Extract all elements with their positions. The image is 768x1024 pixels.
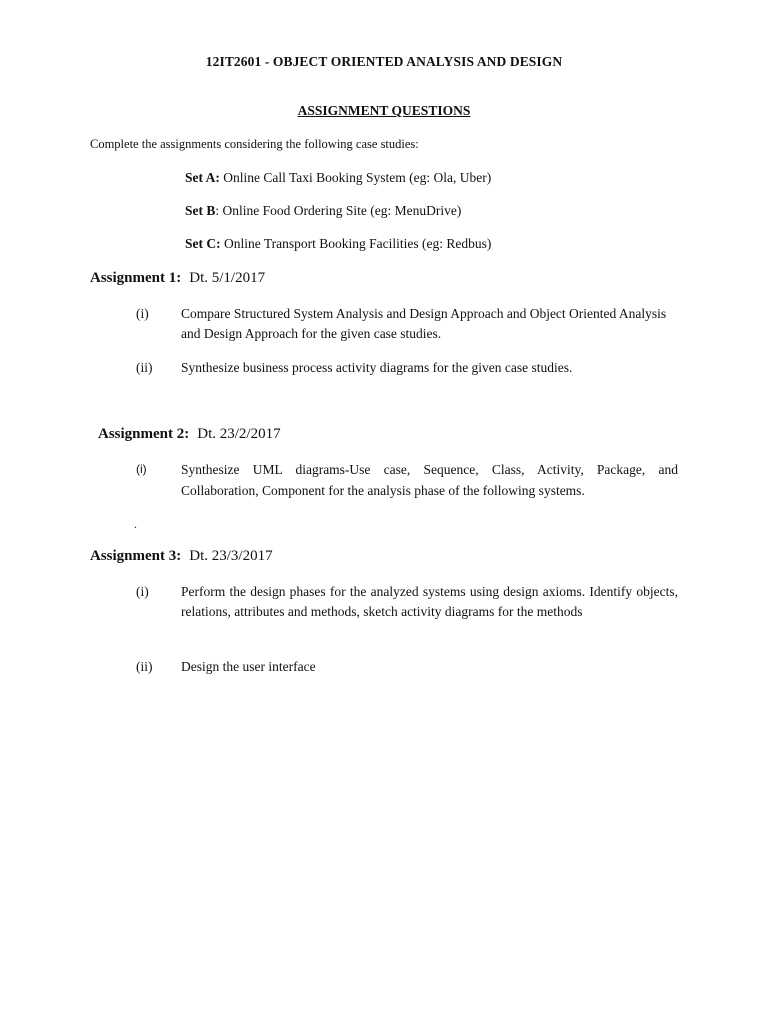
set-b-key: Set B (185, 203, 216, 218)
assignment-3-date: Dt. 23/3/2017 (189, 548, 273, 564)
set-a-key: Set A: (185, 170, 220, 185)
assignment-3-item-1 (136, 582, 678, 642)
assignment-3-item-2 (136, 657, 678, 677)
item-number: (i) (136, 306, 149, 321)
item-text: Compare Structured System Analysis and Design Approach and Object Oriented Analysis and Design Approach for the given case studies. (181, 306, 667, 341)
stray-mark: . (134, 517, 137, 531)
set-c-key: Set C: (185, 236, 221, 251)
intro-text: Complete the assignments considering the following case studies: (90, 137, 419, 151)
item-number: (i) (136, 584, 149, 599)
assignment-1-label: Assignment 1: (90, 270, 182, 286)
item-text: Design the user interface (181, 659, 316, 674)
assignment-2-heading (98, 426, 281, 443)
assignment-3-heading (90, 548, 273, 565)
document-subtitle: ASSIGNMENT QUESTIONS (297, 103, 471, 118)
item-text: Perform the design phases for the analyzed systems using design axioms. Identify objects, relations, attributes and methods, sketch activity diagrams for the methods (181, 584, 678, 619)
item-number: (ii) (136, 659, 153, 674)
item-number: (ii) (136, 360, 153, 375)
assignment-1-heading (90, 270, 265, 287)
assignment-2-label: Assignment 2: (98, 426, 190, 442)
item-text: Synthesize business process activity diagrams for the given case studies. (181, 360, 573, 375)
set-b-line (185, 203, 461, 219)
assignment-3-label: Assignment 3: (90, 548, 182, 564)
set-b-text: : Online Food Ordering Site (eg: MenuDrive) (215, 203, 462, 218)
item-text: Synthesize UML diagrams-Use case, Sequence, Class, Activity, Package, and Collaboration, Component for the analysis phase of the following systems. (181, 462, 678, 498)
set-a-line (185, 170, 491, 186)
assignment-1-date: Dt. 5/1/2017 (189, 270, 266, 286)
assignment-2-item-1 (136, 459, 678, 501)
document-title: 12IT2601 - OBJECT ORIENTED ANALYSIS AND DESIGN (205, 54, 563, 69)
set-c-line (185, 236, 491, 252)
set-a-text: Online Call Taxi Booking System (eg: Ola, Uber) (219, 170, 492, 185)
assignment-2-date: Dt. 23/2/2017 (197, 426, 281, 442)
assignment-1-item-2 (136, 358, 678, 378)
assignment-1-item-1 (136, 304, 678, 344)
set-c-text: Online Transport Booking Facilities (eg: Redbus) (220, 236, 492, 251)
item-number: (i) (136, 462, 147, 476)
